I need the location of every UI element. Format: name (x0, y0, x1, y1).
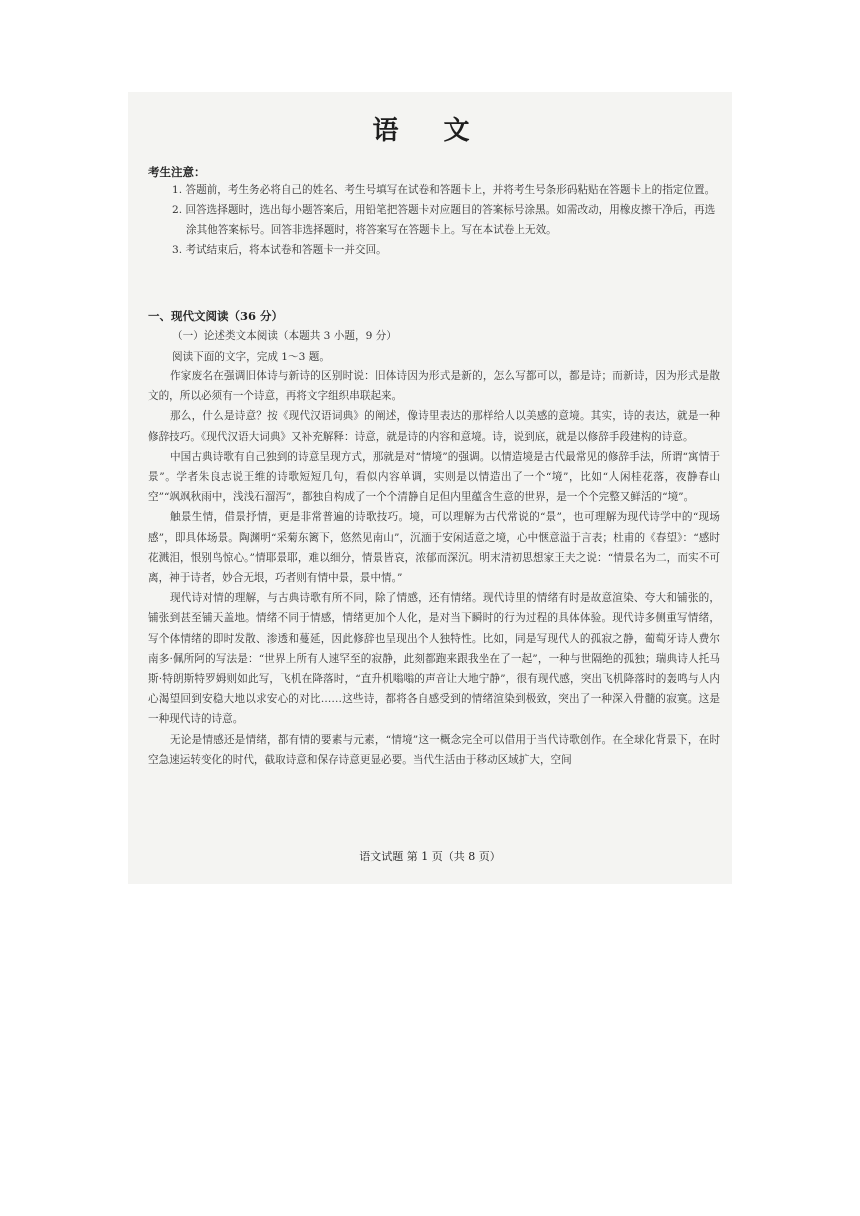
passage-paragraph: 那么，什么是诗意？按《现代汉语词典》的阐述，像诗里表达的那样给人以美感的意境。其实，诗的表达，就是一种修辞技巧。《现代汉语大词典》又补充解释：诗意，就是诗的内容和意境。诗，说到底，就是以修辞手段建构的诗意。 (148, 410, 720, 443)
page-footer: 语文试题 第 1 页（共 8 页） (359, 850, 501, 863)
passage-paragraph: 中国古典诗歌有自己独到的诗意呈现方式，那就是对“情境”的强调。以情造境是古代最常见的修辞手法，所谓“寓情于景”。学者朱良志说王维的诗歌短短几句，看似内容单调，实则是以情造出了一个“境”，比如“人闲桂花落，夜静春山空”“飒飒秋雨中，浅浅石溜泻”，都独自构成了一个个清静自足但内里蕴含生意的世界，是一个个完整又鲜活的“境”。 (148, 450, 720, 504)
passage-paragraph: 现代诗对情的理解，与古典诗歌有所不同，除了情感，还有情绪。现代诗里的情绪有时是故意渲染、夸大和铺张的，铺张到甚至铺天盖地。情绪不同于情感，情绪更加个人化，是对当下瞬时的行为过程的具体体验。现代诗多侧重写情绪，写个体情绪的即时发散、渗透和蔓延，因此修辞也呈现出个人独特性。比如，同是写现代人的孤寂之静，葡萄牙诗人费尔南多·佩所阿的写法是：“世界上所有人速罕至的寂静，此刻都跑来跟我坐在了一起”，一种与世隔绝的孤独；瑞典诗人托马斯·特朗斯特罗姆则如此写，飞机在降落时，“直升机嗡嗡的声音让大地宁静”，很有现代感，突出飞机降落时的轰鸣与人内心渴望回到安稳大地以求安心的对比……这些诗，都将各自感受到的情绪渲染到极致，突出了一种深入骨髓的寂寞。这是一种现代诗的诗意。 (148, 592, 720, 726)
notice-heading: 考生注意： (148, 165, 206, 179)
notice-item: 3. 考试结束后，将本试卷和答题卡一并交回。 (172, 244, 387, 256)
notice-item: 2. 回答选择题时，选出每小题答案后，用铅笔把答题卡对应题目的答案标号涂黑。如需改动，用橡皮擦干净后，再选涂其他答案标号。回答非选择题时，将答案写在答题卡上。写在本试卷上无效。 (172, 204, 716, 236)
reading-passage (148, 366, 720, 770)
section-title: 一、现代文阅读（36 分） (148, 309, 284, 323)
passage-paragraph: 触景生情，借景抒情，更是非常普遍的诗歌技巧。境，可以理解为古代常说的“景”，也可理解为现代诗学中的“现场感”，即具体场景。陶渊明“采菊东篱下，悠然见南山”，沉湎于安闲适意之境，心中惬意溢于言表；杜甫的《春望》：“感时花溅泪，恨别鸟惊心。”情耶景耶，难以细分，情景皆哀，浓郁而深沉。明末清初思想家王夫之说：“情景名为二，而实不可离，神于诗者，妙合无垠，巧者则有情中景，景中情。” (148, 511, 720, 585)
notice-list (172, 180, 720, 260)
exam-title: 语 文 (372, 116, 488, 146)
passage-paragraph: 作家废名在强调旧体诗与新诗的区别时说：旧体诗因为形式是新的，怎么写都可以，都是诗；而新诗，因为形式是散文的，所以必须有一个诗意，再将文字组织串联起来。 (148, 370, 720, 403)
notice-item: 1. 答题前，考生务必将自己的姓名、考生号填写在试卷和答题卡上，并将考生号条形码粘贴在答题卡上的指定位置。 (172, 184, 716, 196)
reading-instruction: 阅读下面的文字，完成 1～3 题。 (172, 351, 330, 363)
subsection-title: （一）论述类文本阅读（本题共 3 小题，9 分） (172, 330, 397, 342)
passage-paragraph: 无论是情感还是情绪，都有情的要素与元素，“情境”这一概念完全可以借用于当代诗歌创作。在全球化背景下，在时空急速运转变化的时代，截取诗意和保存诗意更显必要。当代生活由于移动区域扩大，空间 (148, 733, 720, 766)
